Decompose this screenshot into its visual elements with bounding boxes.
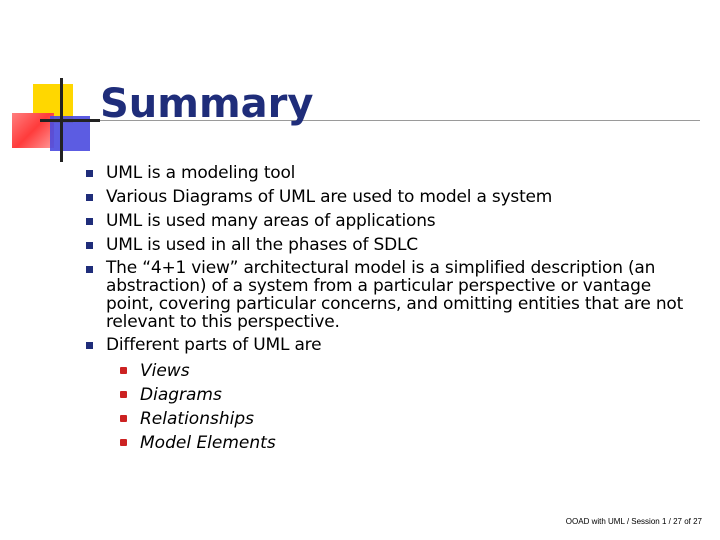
bullet-item <box>86 211 686 231</box>
bullet-item <box>86 335 686 455</box>
square-bullet-icon <box>86 342 93 349</box>
sub-bullet-text: Views <box>140 361 190 381</box>
bullet-item <box>86 163 686 183</box>
square-bullet-icon <box>86 242 93 249</box>
square-bullet-icon <box>86 266 93 273</box>
bullet-text: The “4+1 view” architectural model is a simplified description (an abstraction) of a system from a particular perspective or vantage point, covering particular concerns, and omitting entities that are not relevant to this perspective. <box>106 258 684 332</box>
bullet-text: Various Diagrams of UML are used to model a system <box>106 187 553 207</box>
square-bullet-icon <box>86 170 93 177</box>
sub-bullet-item <box>116 407 686 431</box>
square-bullet-icon <box>86 194 93 201</box>
sub-bullet-text: Model Elements <box>140 433 276 453</box>
bullet-item <box>86 235 686 255</box>
square-bullet-icon <box>86 218 93 225</box>
sub-bullet-icon <box>120 367 127 374</box>
bullet-list <box>86 163 686 459</box>
sub-bullet-item <box>116 431 686 455</box>
bullet-item <box>86 259 686 331</box>
logo-horizontal-line <box>40 119 100 122</box>
bullet-text: UML is a modeling tool <box>106 163 296 183</box>
sub-bullet-icon <box>120 415 127 422</box>
sub-bullet-icon <box>120 439 127 446</box>
bullet-item <box>86 187 686 207</box>
sub-bullet-item <box>116 383 686 407</box>
bullet-text: UML is used in all the phases of SDLC <box>106 235 418 255</box>
bullet-text: Different parts of UML are <box>106 335 322 355</box>
sub-bullet-text: Diagrams <box>140 385 222 405</box>
bullet-text: UML is used many areas of applications <box>106 211 436 231</box>
sub-bullet-list <box>106 359 686 455</box>
sub-bullet-text: Relationships <box>140 409 254 429</box>
slide-footer: OOAD with UML / Session 1 / 27 of 27 <box>565 517 702 526</box>
slide-title: Summary <box>100 81 314 127</box>
sub-bullet-item <box>116 359 686 383</box>
sub-bullet-icon <box>120 391 127 398</box>
